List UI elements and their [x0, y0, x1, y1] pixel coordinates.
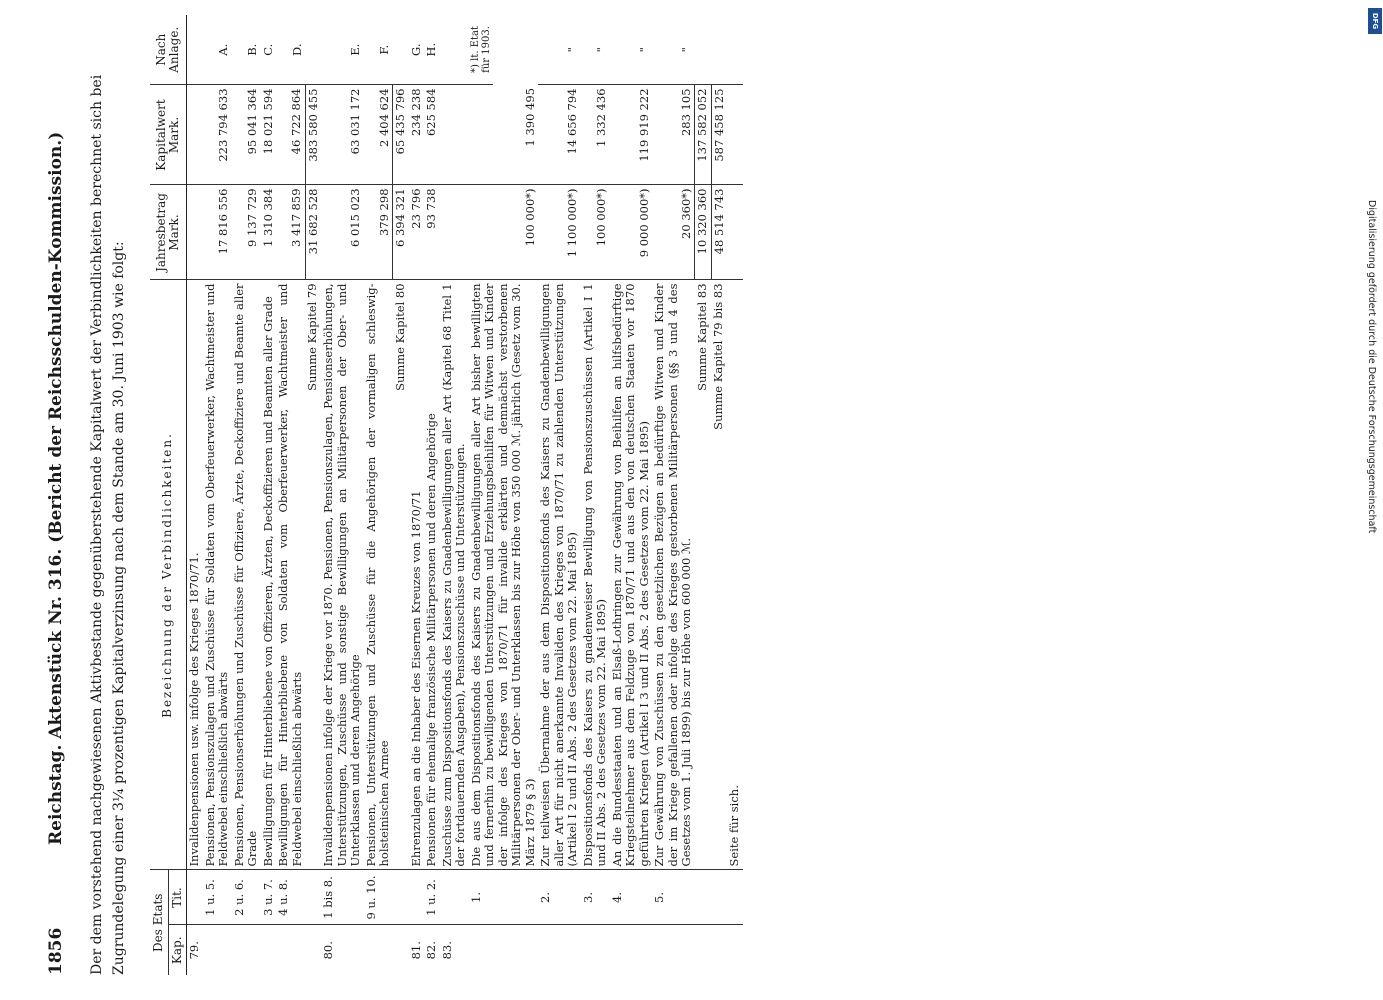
- row-anlage: G.: [409, 15, 425, 85]
- row-kapitalwert: [187, 85, 203, 185]
- table-row: [652, 15, 695, 975]
- row-kap: 83.: [439, 941, 454, 960]
- row-desc: Pensionen, Pensionszulagen und Zuschüsse für Soldaten vom Oberfeuerwerker, Wachtmeister und Feldwebel einschließlich abwärts: [203, 280, 232, 870]
- row-kap: [652, 925, 695, 975]
- row-anlage: [727, 15, 743, 85]
- row-kap: 80.: [321, 941, 335, 960]
- row-kapitalwert: 119 919 222: [610, 85, 653, 185]
- row-desc: Bewilligungen für Hinterbliebene von Soldaten vom Oberfeuerwerker, Wachtmeister und Feldwebel einschließlich abwärts: [276, 280, 305, 870]
- row-kap: [203, 925, 232, 975]
- row-desc: Invalidenpensionen infolge der Kriege vor 1870. Pensionen, Pensionszulagen, Pensionserhöhungen, Unterstützungen, Zuschüsse und sonstige Bewilligungen an Militärpersonen der Ober- und Unterklassen und deren Angehörige: [321, 280, 364, 870]
- header-etats: Des Etats: [150, 870, 168, 975]
- table-row: [711, 15, 727, 975]
- row-jahresbetrag: 23 796: [409, 185, 425, 280]
- header-bezeichnung: Bezeichnung der Verbindlichkeiten.: [150, 280, 187, 870]
- row-desc: Ehrenzulagen an die Inhaber des Eisernen Kreuzes von 1870/71: [409, 280, 425, 870]
- row-kap: [261, 925, 277, 975]
- row-kapitalwert: [440, 85, 469, 185]
- rotated-content: [40, 15, 1340, 975]
- row-jahresbetrag: 48 514 743: [711, 185, 727, 280]
- row-tit: [711, 870, 727, 925]
- row-kapitalwert: 95 041 364: [232, 85, 261, 185]
- row-desc: Summe Kapitel 79 bis 83: [711, 280, 727, 870]
- row-kap: [276, 925, 305, 975]
- row-desc: Seite für sich.: [727, 280, 743, 870]
- row-tit: [305, 870, 321, 925]
- row-jahresbetrag: 1 100 000*): [538, 185, 581, 280]
- table-row: [321, 15, 364, 975]
- row-kapitalwert: [727, 85, 743, 185]
- table-row: [727, 15, 743, 975]
- row-jahresbetrag: 3 417 859: [276, 185, 305, 280]
- row-jahresbetrag: [187, 185, 203, 280]
- row-desc: Pensionen, Pensionserhöhungen und Zuschüsse für Offiziere, Ärzte, Deckoffiziere und Beamte aller Grade: [232, 280, 261, 870]
- row-jahresbetrag: 379 298: [364, 185, 393, 280]
- row-anlage: *) lt. Etat für 1903.: [469, 15, 493, 85]
- page-header: [40, 15, 76, 975]
- row-anlage: [711, 15, 727, 85]
- row-tit: 1 u. 2.: [424, 870, 440, 925]
- row-desc: Summe Kapitel 80: [393, 280, 409, 870]
- row-anlage: B.: [232, 15, 261, 85]
- table-row: [276, 15, 305, 975]
- row-tit: 1 bis 8.: [321, 870, 364, 925]
- row-jahresbetrag: 100 000*): [581, 185, 610, 280]
- row-jahresbetrag: 31 682 528: [305, 185, 321, 280]
- row-jahresbetrag: [440, 185, 469, 280]
- row-kap: 82.: [424, 941, 438, 960]
- row-tit: [727, 870, 743, 925]
- row-kapitalwert: 65 435 796: [393, 85, 409, 185]
- row-anlage: [440, 15, 469, 85]
- header-kap: Kap.: [168, 925, 187, 975]
- row-tit: 4.: [610, 870, 653, 925]
- row-jahresbetrag: 10 320 360: [695, 185, 712, 280]
- kapitalwert-unit: Mark.: [167, 116, 181, 154]
- row-desc: Invalidenpensionen usw. infolge des Krieges 1870/71.: [187, 280, 203, 870]
- row-tit: [695, 870, 712, 925]
- row-kap: [305, 925, 321, 975]
- row-kap: [711, 925, 727, 975]
- header-jahresbetrag: [150, 185, 187, 280]
- row-anlage: F.: [364, 15, 393, 85]
- row-tit: 2 u. 6.: [232, 870, 261, 925]
- row-kap: 79.: [187, 941, 201, 960]
- row-kapitalwert: 587 458 125: [711, 85, 727, 185]
- row-jahresbetrag: 20 360*): [652, 185, 695, 280]
- row-tit: [187, 870, 203, 925]
- row-kap: [610, 925, 653, 975]
- table-row: [695, 15, 712, 975]
- row-anlage: D.: [276, 15, 305, 85]
- row-kap: [232, 925, 261, 975]
- row-kap: [469, 925, 539, 975]
- row-desc: An die Bundesstaaten und an Elsaß-Lothringen zur Gewährung von Beihilfen an hilfsbedürftige Kriegsteilnehmer aus dem Feldzuge von 1870/71 und aus den von deutschen Staaten vor 1870 geführten Kriegen (Artikel I 3 und II Abs. 2 des Gesetzes vom 22. Mai 1895): [610, 280, 653, 870]
- row-desc: Summe Kapitel 79: [305, 280, 321, 870]
- kapitalwert-label: Kapitalwert: [153, 99, 168, 171]
- table-row: [261, 15, 277, 975]
- table-row: [232, 15, 261, 975]
- row-anlage: E.: [321, 15, 364, 85]
- row-desc: Pensionen, Unterstützungen und Zuschüsse für die Angehörigen der vormaligen schleswig-holsteinischen Armee: [364, 280, 393, 870]
- row-anlage: A.: [203, 15, 232, 85]
- row-kap: [364, 925, 393, 975]
- row-desc: Dispositionsfonds des Kaisers zu gnadenweiser Bewilligung von Pensionszuschüssen (Artikel I 1 und II Abs. 2 des Gesetzes vom 22. Mai 1895): [581, 280, 610, 870]
- row-tit: 1 u. 5.: [203, 870, 232, 925]
- table-row: [364, 15, 393, 975]
- row-anlage: C.: [261, 15, 277, 85]
- row-jahresbetrag: 1 310 384: [261, 185, 277, 280]
- table-row: [409, 15, 425, 975]
- table-row: [440, 15, 469, 975]
- row-jahresbetrag: 9 137 729: [232, 185, 261, 280]
- row-anlage: ": [581, 15, 610, 85]
- liabilities-table: [150, 15, 743, 975]
- row-jahresbetrag: 6 015 023: [321, 185, 364, 280]
- page-title: Reichstag. Aktenstück Nr. 316. (Bericht der Reichsschulden-Kommission.): [46, 131, 66, 845]
- row-tit: [393, 870, 409, 925]
- row-jahresbetrag: [727, 185, 743, 280]
- row-tit: 4 u. 8.: [276, 870, 305, 925]
- row-kapitalwert: 18 021 594: [261, 85, 277, 185]
- row-desc: Zur teilweisen Übernahme der aus dem Dispositionsfonds des Kaisers zu Gnadenbewilligungen aller Art für nicht anerkannte Invaliden des Krieges von 1870/71 zu zahlenden Unterstützungen (Artikel I 2 und II Abs. 2 des Gesetzes vom 22. Mai 1895): [538, 280, 581, 870]
- table-row: [393, 15, 409, 975]
- row-jahresbetrag: 100 000*): [469, 185, 539, 280]
- row-anlage: ": [652, 15, 695, 85]
- row-jahresbetrag: 93 738: [424, 185, 440, 280]
- row-tit: 3.: [581, 870, 610, 925]
- row-anlage: [305, 15, 321, 85]
- row-kapitalwert: 283 105: [652, 85, 695, 185]
- header-tit: Tit.: [168, 870, 187, 925]
- row-tit: 3 u. 7.: [261, 870, 277, 925]
- table-row: [581, 15, 610, 975]
- table-row: [305, 15, 321, 975]
- row-anlage: [187, 15, 203, 85]
- row-kap: [581, 925, 610, 975]
- row-anlage: [695, 15, 712, 85]
- sidebar-credit: Digitalisierung gefördert durch die Deutsche Forschungsgemeinschaft: [1366, 200, 1377, 534]
- row-kapitalwert: 1 390 495: [469, 85, 539, 185]
- row-kapitalwert: 137 582 052: [695, 85, 712, 185]
- row-kapitalwert: 14 656 794: [538, 85, 581, 185]
- row-desc: Summe Kapitel 83: [695, 280, 712, 870]
- row-kapitalwert: 625 584: [424, 85, 440, 185]
- row-kapitalwert: 223 794 633: [203, 85, 232, 185]
- header-anlage: Nach Anlage.: [150, 15, 187, 85]
- row-kapitalwert: 383 580 455: [305, 85, 321, 185]
- row-kapitalwert: 234 238: [409, 85, 425, 185]
- row-jahresbetrag: 17 816 556: [203, 185, 232, 280]
- row-tit: 9 u. 10.: [364, 870, 393, 925]
- table-row: [203, 15, 232, 975]
- table-row: [469, 15, 539, 975]
- header-kapitalwert: [150, 85, 187, 185]
- row-kap: [695, 925, 712, 975]
- row-kap: 81.: [408, 941, 423, 960]
- table-row: [424, 15, 440, 975]
- row-kapitalwert: 46 722 864: [276, 85, 305, 185]
- row-kap: [538, 925, 581, 975]
- row-jahresbetrag: 6 394 321: [393, 185, 409, 280]
- intro-paragraph: Der dem vorstehend nachgewiesenen Aktivbestande gegenüberstehende Kapitalwert der Verbindlichkeiten berechnet sich bei Zugrundelegung einer 3¼ prozentigen Kapitalverzinsung nach dem Stande am 30. Juni 1903 wie folgt:: [89, 74, 127, 975]
- row-desc: Die aus dem Dispositionsfonds des Kaisers zu Gnadenbewilligungen aller Art bisher bewilligten und fernerhin zu bewilligenden Unterstützungen und Erziehungsbeihilfen für Witwen und Kinder der infolge des Krieges von 1870/71 für invalide erklärten und demnächst verstorbenen Militärpersonen der Ober- und Unterklassen bis zur Höhe von 350 000 ℳ. jährlich (Gesetz vom 30. März 1879 § 3): [469, 280, 539, 870]
- row-tit: 5.: [652, 870, 695, 925]
- row-kapitalwert: 63 031 172: [321, 85, 364, 185]
- row-desc: Zuschüsse zum Dispositionsfonds des Kaisers zu Gnadenbewilligungen aller Art (Kapitel 68 Titel 1 der fortdauernden Ausgaben), Pensionszuschüsse und Unterstützungen.: [440, 280, 469, 870]
- row-kapitalwert: 2 404 624: [364, 85, 393, 185]
- table-row: [187, 15, 203, 975]
- row-anlage: [393, 15, 409, 85]
- row-kapitalwert: 1 332 436: [581, 85, 610, 185]
- row-tit: [440, 870, 469, 925]
- jahresbetrag-unit: Mark.: [167, 214, 181, 251]
- row-anlage: ": [610, 15, 653, 85]
- row-anlage: H.: [424, 15, 440, 85]
- jahresbetrag-label: Jahresbetrag: [153, 193, 168, 272]
- row-tit: 2.: [538, 870, 581, 925]
- row-tit: [409, 870, 425, 925]
- row-desc: Bewilligungen für Hinterbliebene von Offizieren, Ärzten, Deckoffizieren und Beamten aller Grade: [261, 280, 277, 870]
- row-desc: Pensionen für ehemalige französische Militärpersonen und deren Angehörige: [424, 280, 440, 870]
- row-kap: [393, 925, 409, 975]
- row-anlage: ": [538, 15, 581, 85]
- dfg-logo: DFG: [1368, 8, 1382, 34]
- row-desc: Zur Gewährung von Zuschüssen zu den gesetzlichen Bezügen an bedürftige Witwen und Kinder der im Kriege gefallenen oder infolge des Krieges gestorbenen Militärpersonen (§§ 3 und 4 des Gesetzes vom 1. Juli 1899) bis zur Höhe von 600 000 ℳ.: [652, 280, 695, 870]
- page-number: 1856: [46, 927, 66, 975]
- row-tit: 1.: [469, 870, 539, 925]
- row-kap: [727, 925, 743, 975]
- table-body: [187, 15, 743, 975]
- table-row: [538, 15, 581, 975]
- row-jahresbetrag: 9 000 000*): [610, 185, 653, 280]
- table-row: [610, 15, 653, 975]
